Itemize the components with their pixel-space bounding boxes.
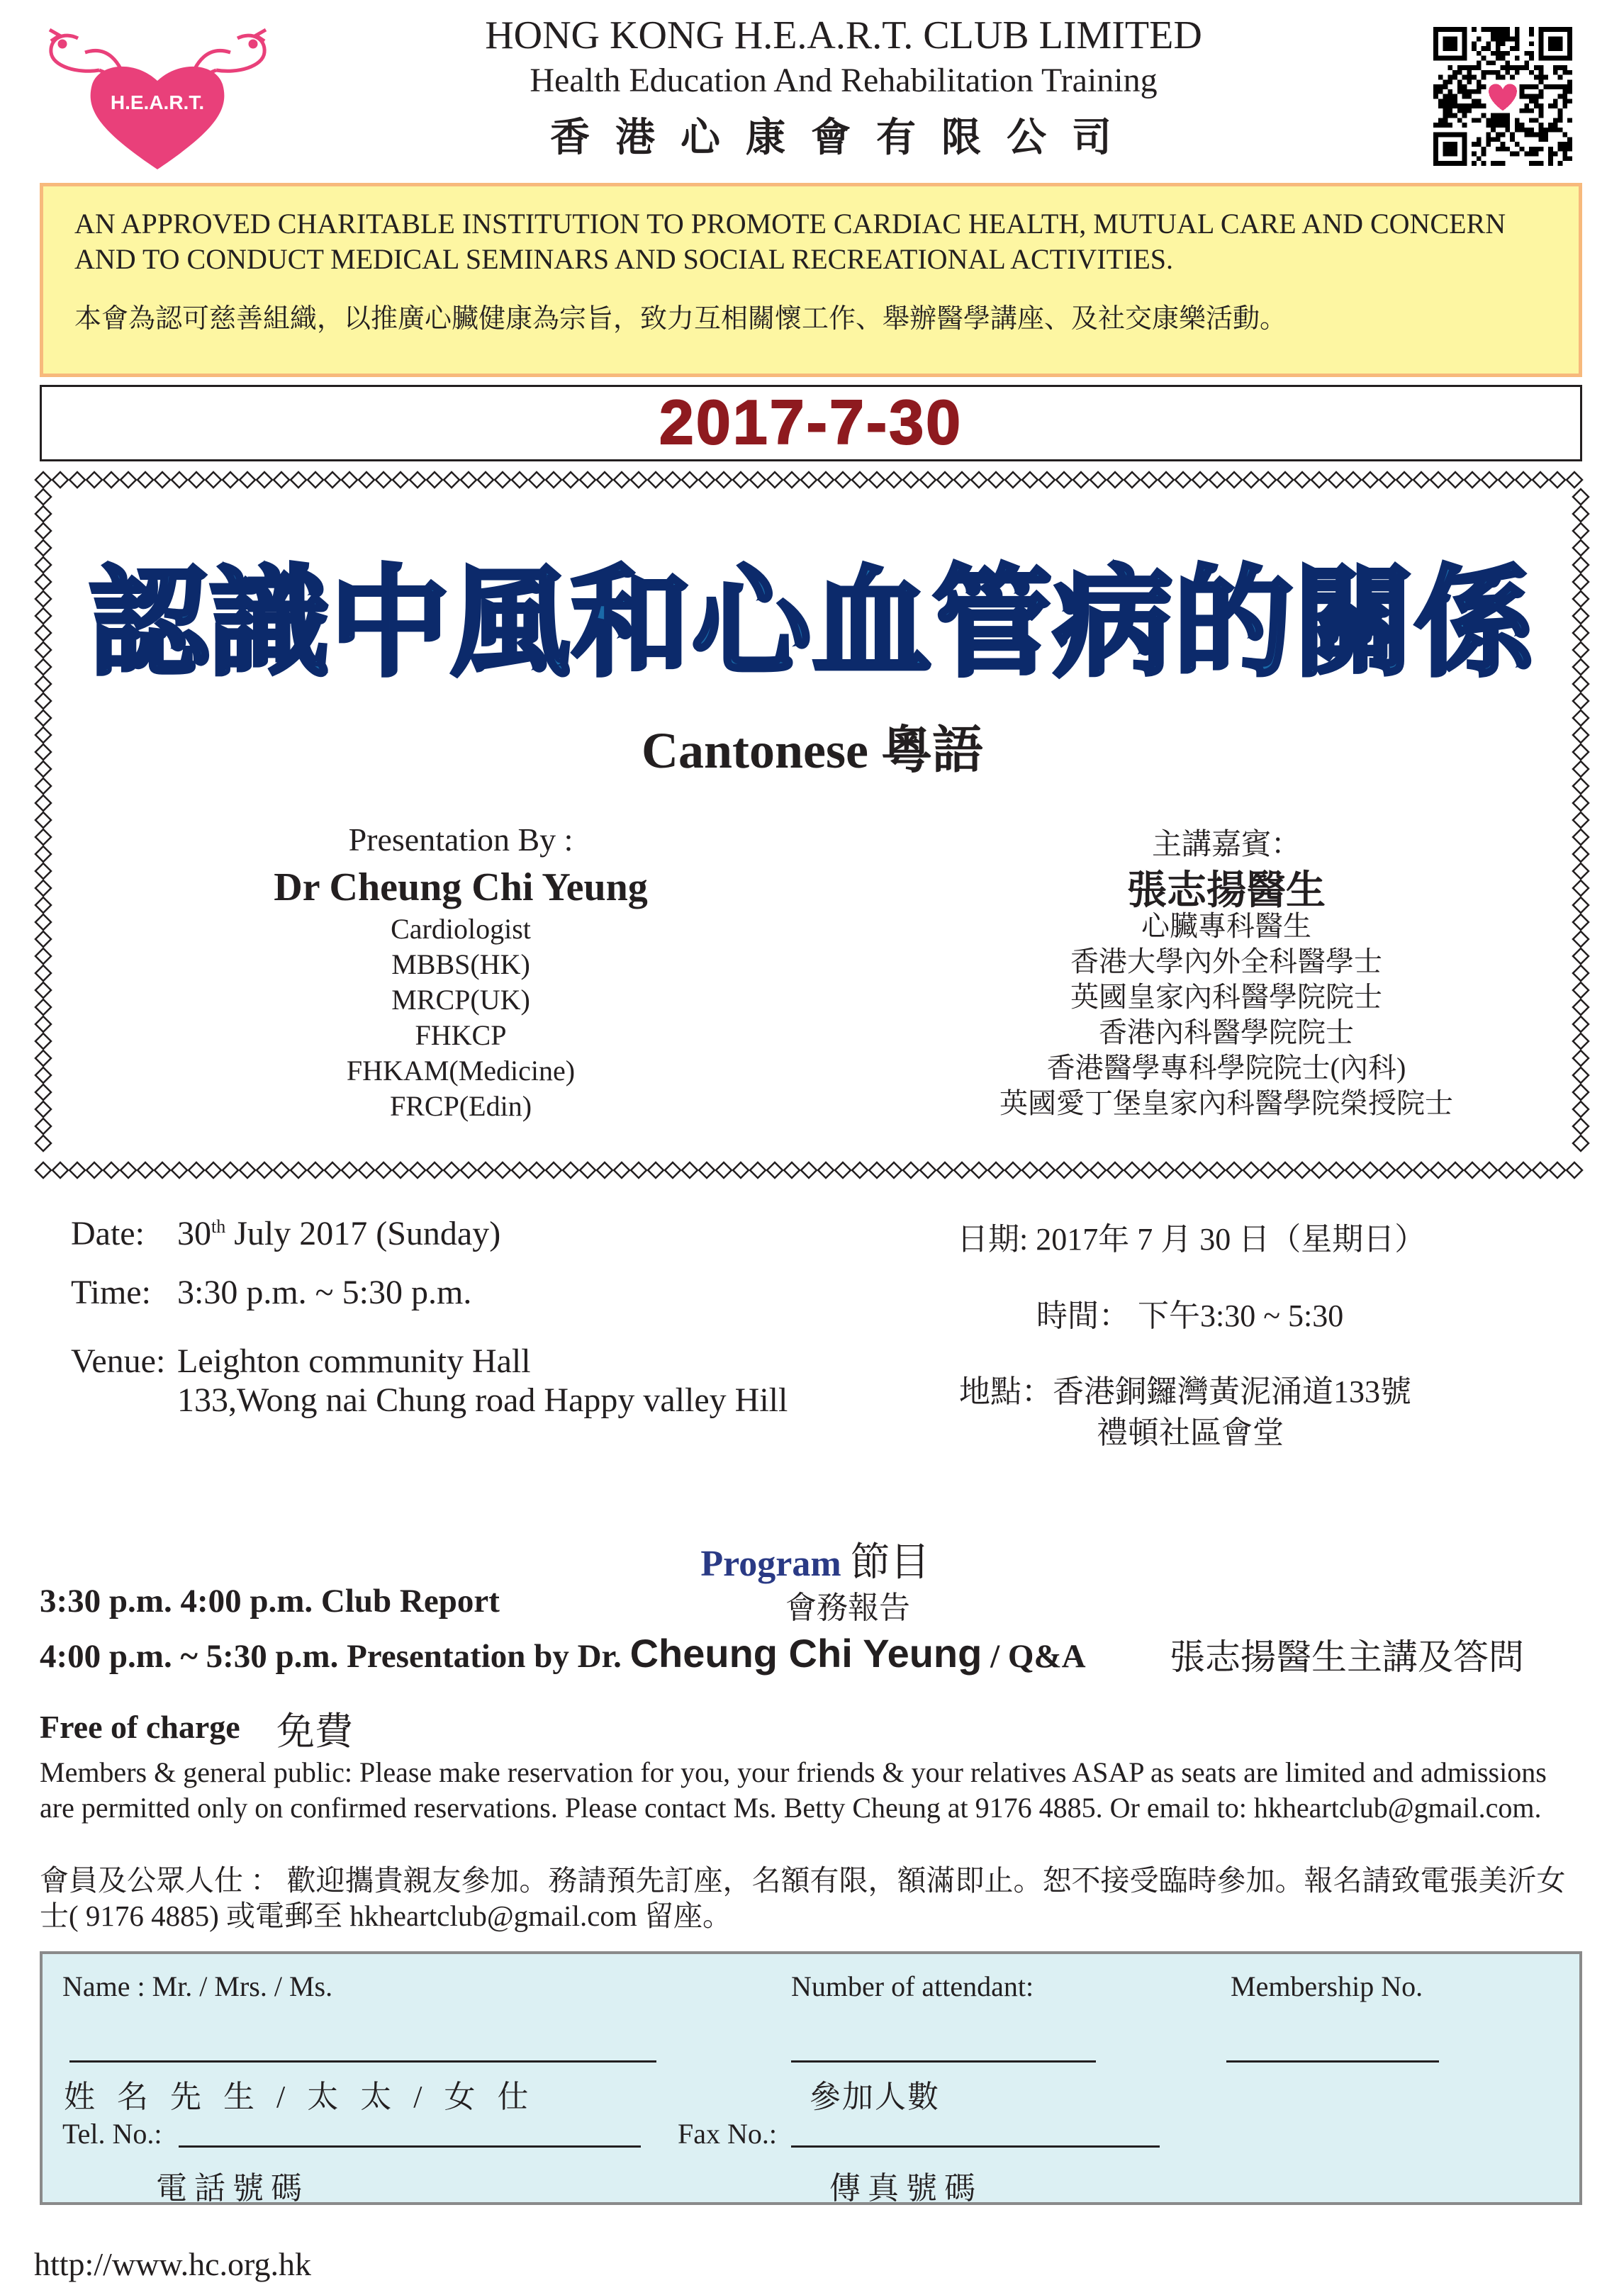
website-link[interactable]: http://www.hc.org.hk bbox=[34, 2246, 311, 2282]
seminar-language: Cantonese 粵語 bbox=[642, 722, 983, 779]
venue-zh-line-1: 地點：香港銅鑼灣黃泥涌道133號 bbox=[959, 1374, 1411, 1409]
speaker-credentials-en bbox=[227, 911, 695, 1124]
speaker-name-en: Dr Cheung Chi Yeung bbox=[274, 865, 648, 909]
time-label: Time: bbox=[71, 1274, 151, 1311]
program-item-2 bbox=[40, 1630, 1086, 1676]
credential-zh: 心臟專科醫生 bbox=[1141, 910, 1311, 942]
program-heading-en: Program bbox=[700, 1544, 841, 1584]
credential-en: FHKAM(Medicine) bbox=[346, 1055, 576, 1087]
fax-label: Fax No.: bbox=[678, 2118, 777, 2150]
program-item-2-a: 4:00 p.m. ~ 5:30 p.m. Presentation by Dr. bbox=[40, 1638, 630, 1675]
membership-field[interactable] bbox=[1226, 2060, 1439, 2063]
date-ordinal: th bbox=[211, 1216, 226, 1237]
attendants-field[interactable] bbox=[791, 2060, 1096, 2063]
name-field[interactable] bbox=[69, 2060, 656, 2063]
date-banner bbox=[40, 385, 1582, 461]
fax-field[interactable] bbox=[791, 2145, 1160, 2148]
venue-line-2: 133,Wong nai Chung road Happy valley Hill bbox=[177, 1381, 788, 1419]
program-heading bbox=[496, 1531, 1134, 1588]
qr-code-icon bbox=[1433, 27, 1572, 166]
venue-zh-line-2: 禮頓社區會堂 bbox=[1097, 1415, 1284, 1450]
speaker-credentials-zh bbox=[978, 909, 1474, 1121]
attendants-label: Number of attendant: bbox=[791, 1970, 1034, 2002]
attendants-label-zh: 參加人數 bbox=[810, 2080, 940, 2114]
credential-zh: 香港內科醫學院院士 bbox=[1099, 1016, 1354, 1048]
heart-icon bbox=[91, 67, 225, 169]
time-zh: 時間： 下午3:30 ~ 5:30 bbox=[1036, 1298, 1344, 1333]
credential-en: FHKCP bbox=[415, 1019, 507, 1051]
reservation-notice-zh: 會員及公眾人仕 ： 歡迎攜貴親友參加。務請預先訂座，名額有限，額滿即止。恕不接受臨時參加。報名請致電張美沂女士( 9176 4885) 或電郵至 hkheartclub@gmail.com 留座。 bbox=[40, 1864, 1566, 1932]
credential-en: MBBS(HK) bbox=[391, 948, 530, 980]
host-label-zh: 主講嘉賓： bbox=[1151, 827, 1301, 860]
program-item-2-c: / Q&A bbox=[982, 1638, 1086, 1675]
program-item-1: 3:30 p.m. 4:00 p.m. Club Report bbox=[40, 1583, 500, 1620]
tel-label: Tel. No.: bbox=[62, 2118, 162, 2150]
fax-label-zh: 傳真號碼 bbox=[829, 2171, 982, 2206]
credential-zh: 香港大學內外全科醫學士 bbox=[1070, 946, 1382, 977]
org-subtitle: Health Education And Rehabilitation Training bbox=[530, 62, 1158, 99]
program-heading-zh: 節目 bbox=[850, 1539, 930, 1584]
name-label: Name : Mr. / Mrs. / Ms. bbox=[62, 1970, 333, 2002]
membership-label: Membership No. bbox=[1231, 1970, 1423, 2002]
credential-en: FRCP(Edin) bbox=[389, 1090, 532, 1122]
name-label-zh: 姓 名 先 生 / 太 太 / 女 仕 bbox=[64, 2080, 536, 2114]
registration-form bbox=[40, 1951, 1582, 2205]
logo-text: H.E.A.R.T. bbox=[110, 91, 205, 113]
tel-field[interactable] bbox=[179, 2145, 641, 2148]
seminar-title: 認識中風和心血管病的關係 bbox=[89, 556, 1535, 690]
date-rest: July 2017 (Sunday) bbox=[225, 1215, 501, 1252]
time-value: 3:30 p.m. ~ 5:30 p.m. bbox=[177, 1274, 472, 1311]
program-item-2-zh: 張志揚醫生主講及答問 bbox=[1170, 1637, 1524, 1677]
date-day: 30 bbox=[177, 1215, 211, 1252]
speaker-name-zh: 張志揚醫生 bbox=[1127, 868, 1326, 912]
credential-zh: 英國愛丁堡皇家內科醫學院榮授院士 bbox=[999, 1087, 1453, 1119]
venue-line-1: Leighton community Hall bbox=[177, 1342, 531, 1380]
tel-label-zh: 電話號碼 bbox=[156, 2171, 309, 2206]
reservation-notice-en: Members & general public: Please make reservation for you, your friends & your relatives ASAP as seats are limited and admissions are permitted only on confirmed reservations. Please contact Ms. Betty Cheung at 9176 4885. Or email to: hkheartclub@gmail.com. bbox=[40, 1756, 1547, 1824]
program-item-1-zh: 會務報告 bbox=[785, 1590, 910, 1625]
org-name-en: HONG KONG H.E.A.R.T. CLUB LIMITED bbox=[485, 13, 1202, 57]
charity-text-en-2: AND TO CONDUCT MEDICAL SEMINARS AND SOCIAL RECREATIONAL ACTIVITIES. bbox=[74, 243, 1174, 275]
free-of-charge-zh: 免費 bbox=[276, 1710, 353, 1753]
venue-label: Venue: bbox=[71, 1342, 166, 1380]
credential-zh: 英國皇家內科醫學院院士 bbox=[1070, 981, 1382, 1013]
charity-text-en-1: AN APPROVED CHARITABLE INSTITUTION TO PROMOTE CARDIAC HEALTH, MUTUAL CARE AND CONCERN bbox=[74, 208, 1506, 240]
org-name-zh: 香港心康會有限公司 bbox=[550, 116, 1137, 160]
date-value bbox=[177, 1214, 500, 1253]
program-item-2-speaker: Cheung Chi Yeung bbox=[629, 1631, 982, 1676]
presented-by-label: Presentation By : bbox=[348, 821, 573, 858]
credential-zh: 香港醫學專科學院院士(內科) bbox=[1046, 1052, 1406, 1084]
heart-club-logo bbox=[35, 10, 280, 176]
charity-text-zh: 本會為認可慈善組織，以推廣心臟健康為宗旨，致力互相關懷工作、舉辦醫學講座、及社交康樂活動。 bbox=[74, 304, 1287, 334]
credential-en: MRCP(UK) bbox=[391, 984, 530, 1016]
date-label: Date: bbox=[71, 1215, 145, 1252]
credential-en: Cardiologist bbox=[391, 913, 531, 945]
free-of-charge-en: Free of charge bbox=[40, 1709, 240, 1745]
charity-statement bbox=[40, 183, 1582, 377]
date-zh: 日期: 2017年 7 月 30 日（星期日） bbox=[957, 1222, 1426, 1257]
event-date: 2017-7-30 bbox=[659, 387, 963, 457]
